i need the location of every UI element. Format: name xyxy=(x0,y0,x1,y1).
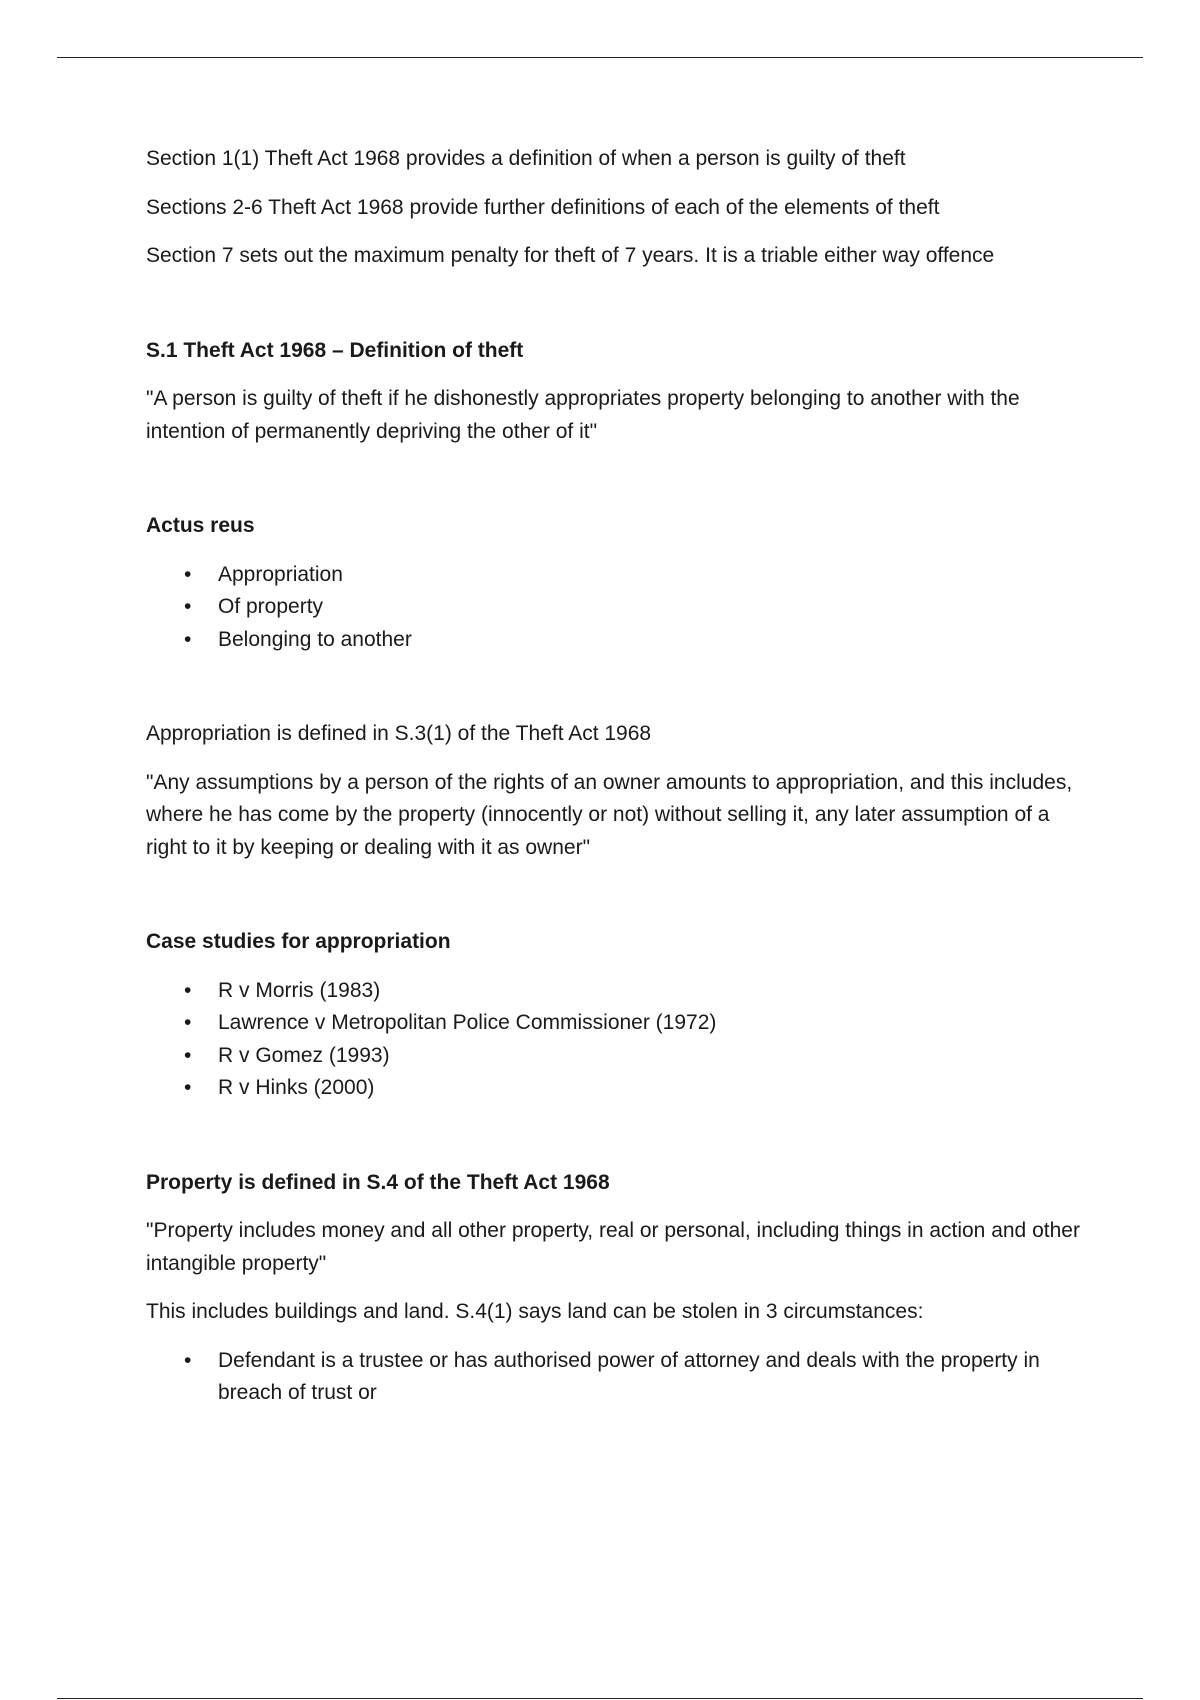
intro-line-1: Section 1(1) Theft Act 1968 provides a definition of when a person is guilty of theft xyxy=(146,147,906,170)
list-item: • Defendant is a trustee or has authorised power of attorney and deals with the property in breach of trust or xyxy=(146,1345,1096,1410)
top-rule xyxy=(57,57,1143,58)
property-quote: "Property includes money and all other property, real or personal, including things in action and other intangible property" xyxy=(146,1219,1080,1275)
definition-heading: S.1 Theft Act 1968 – Definition of theft xyxy=(146,338,524,362)
land-circumstances-list xyxy=(146,1345,1096,1410)
actus-reus-list xyxy=(146,559,1096,657)
list-item: • Lawrence v Metropolitan Police Commissioner (1972) xyxy=(146,1007,1096,1040)
land-intro: This includes buildings and land. S.4(1) says land can be stolen in 3 circumstances: xyxy=(146,1300,924,1323)
bottom-rule xyxy=(57,1698,1143,1699)
intro-line-2: Sections 2-6 Theft Act 1968 provide further definitions of each of the elements of theft xyxy=(146,195,940,219)
bullet-icon: • xyxy=(184,1076,192,1099)
list-item: • R v Hinks (2000) xyxy=(146,1072,1096,1105)
bullet-icon: • xyxy=(184,595,192,618)
actus-reus-heading: Actus reus xyxy=(146,514,255,537)
list-item: • R v Gomez (1993) xyxy=(146,1040,1096,1073)
definition-quote: "A person is guilty of theft if he dishonestly appropriates property belonging to another with the intention of permanently depriving the other of it" xyxy=(146,387,1020,443)
bullet-icon: • xyxy=(184,1011,192,1034)
list-item: • Appropriation xyxy=(146,559,1096,592)
bullet-icon: • xyxy=(184,1043,192,1067)
case-studies-heading: Case studies for appropriation xyxy=(146,930,451,953)
property-heading: Property is defined in S.4 of the Theft Act 1968 xyxy=(146,1170,610,1194)
bullet-icon: • xyxy=(184,627,192,651)
case-studies-list xyxy=(146,975,1096,1105)
list-item: • Of property xyxy=(146,591,1096,624)
list-item: • R v Morris (1983) xyxy=(146,975,1096,1008)
intro-line-3: Section 7 sets out the maximum penalty for theft of 7 years. It is a triable either way offence xyxy=(146,244,995,267)
bullet-icon: • xyxy=(184,1348,192,1372)
list-item: • Belonging to another xyxy=(146,624,1096,657)
appropriation-intro: Appropriation is defined in S.3(1) of the Theft Act 1968 xyxy=(146,722,652,745)
appropriation-quote: "Any assumptions by a person of the rights of an owner amounts to appropriation, and this includes, where he has come by the property (innocently or not) without selling it, any later assumption of a right to it by keeping or dealing with it as owner" xyxy=(146,770,1073,859)
document-body xyxy=(146,143,1096,1426)
bullet-icon: • xyxy=(184,978,192,1002)
bullet-icon: • xyxy=(184,562,192,586)
